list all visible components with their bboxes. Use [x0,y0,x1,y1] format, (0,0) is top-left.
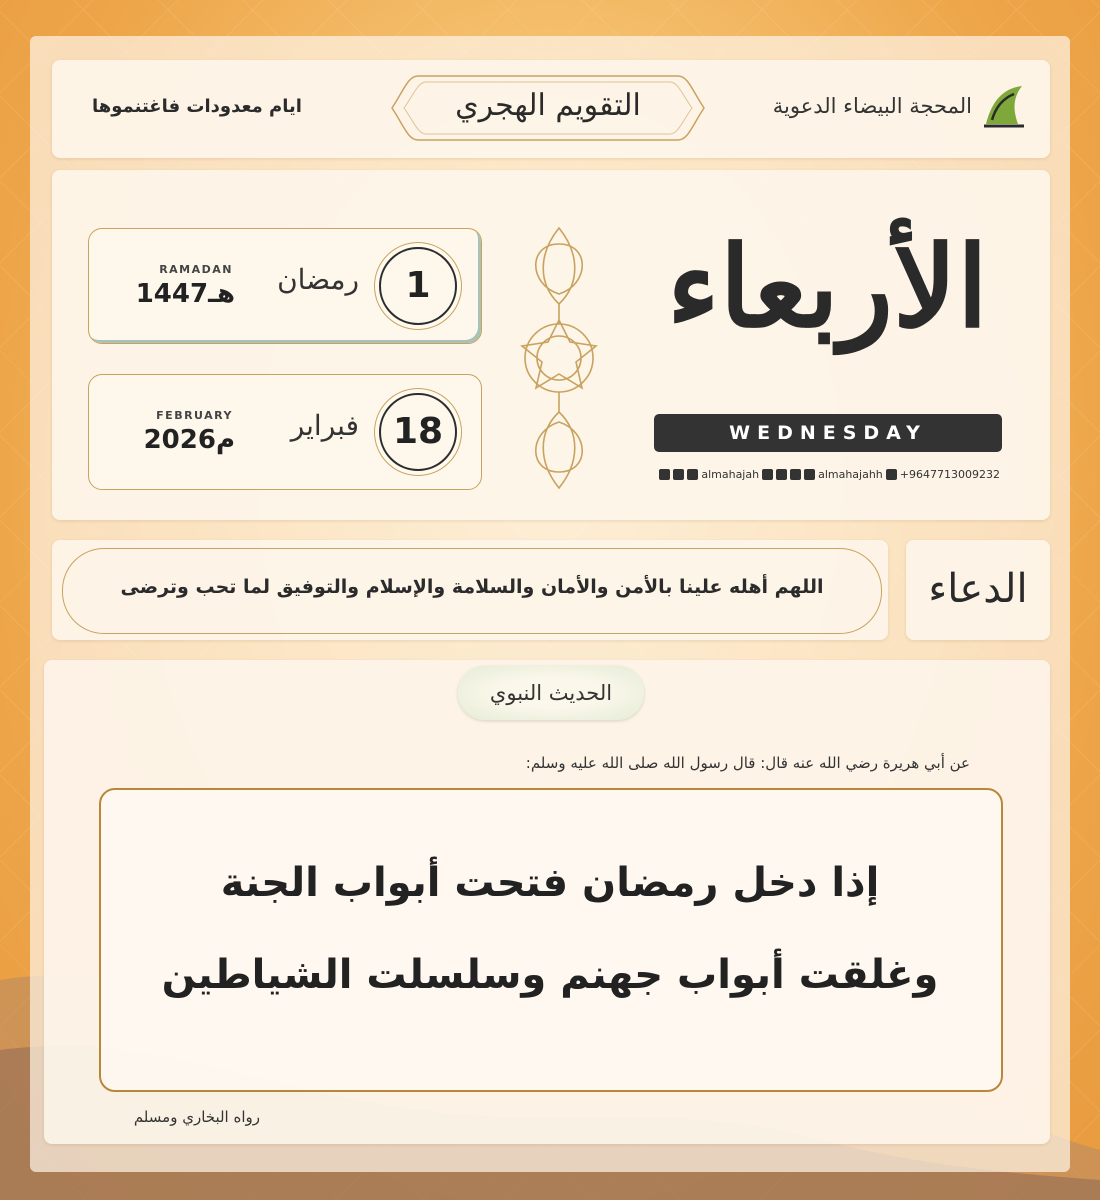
tiktok-icon[interactable] [776,469,787,480]
decorative-ornament-icon [518,224,600,492]
social-handle-1[interactable]: almahajah [701,468,760,481]
phone-number[interactable]: +9647713009232 [899,468,1000,481]
title-plaque [388,70,708,146]
hadith-narrator: عن أبي هريرة رضي الله عنه قال: قال رسول الله صلى الله عليه وسلم: [525,754,970,772]
hadith-source: رواه البخاري ومسلم [133,1108,260,1126]
gregorian-date-box [88,374,482,490]
social-handle-2[interactable]: almahajahh [818,468,883,481]
whatsapp-icon[interactable] [886,469,897,480]
hijri-date-box [88,228,482,344]
slogan: ايام معدودات فاغتنموها [92,96,302,117]
logo-text: المحجة البيضاء الدعوية [772,94,972,118]
instagram-icon[interactable] [790,469,801,480]
gregorian-month-arabic: فبراير [290,409,359,442]
dua-text: اللهم أهله علينا بالأمن والأمان والسلامة والإسلام والتوفيق لما تحب وترضى [120,576,824,598]
youtube-icon[interactable] [687,469,698,480]
x-icon[interactable] [762,469,773,480]
gregorian-day-number: 18 [379,393,457,471]
hadith-text-box [99,788,1003,1092]
hijri-month-english: RAMADAN [159,263,233,276]
hadith-line-2: وغلقت أبواب جهنم وسلسلت الشياطين [161,952,939,998]
logo [760,78,1028,134]
hadith-line-1: إذا دخل رمضان فتحت أبواب الجنة [220,860,880,906]
weekday-arabic: الأربعاء [666,222,989,353]
threads-icon[interactable] [804,469,815,480]
social-links [655,468,1000,481]
weekday-english-banner: WEDNESDAY [654,414,1002,452]
gregorian-month-english: FEBRUARY [156,409,233,422]
telegram-icon[interactable] [673,469,684,480]
hijri-day-number: 1 [379,247,457,325]
logo-emblem-icon [978,80,1028,132]
hijri-month-arabic: رمضان [277,263,359,296]
hadith-badge: الحديث النبوي [458,666,644,720]
calendar-title: التقويم الهجري [455,88,641,123]
facebook-icon[interactable] [659,469,670,480]
hijri-year: 1447هـ [135,279,235,309]
gregorian-year: 2026م [143,425,235,455]
dua-label: الدعاء [928,566,1028,612]
